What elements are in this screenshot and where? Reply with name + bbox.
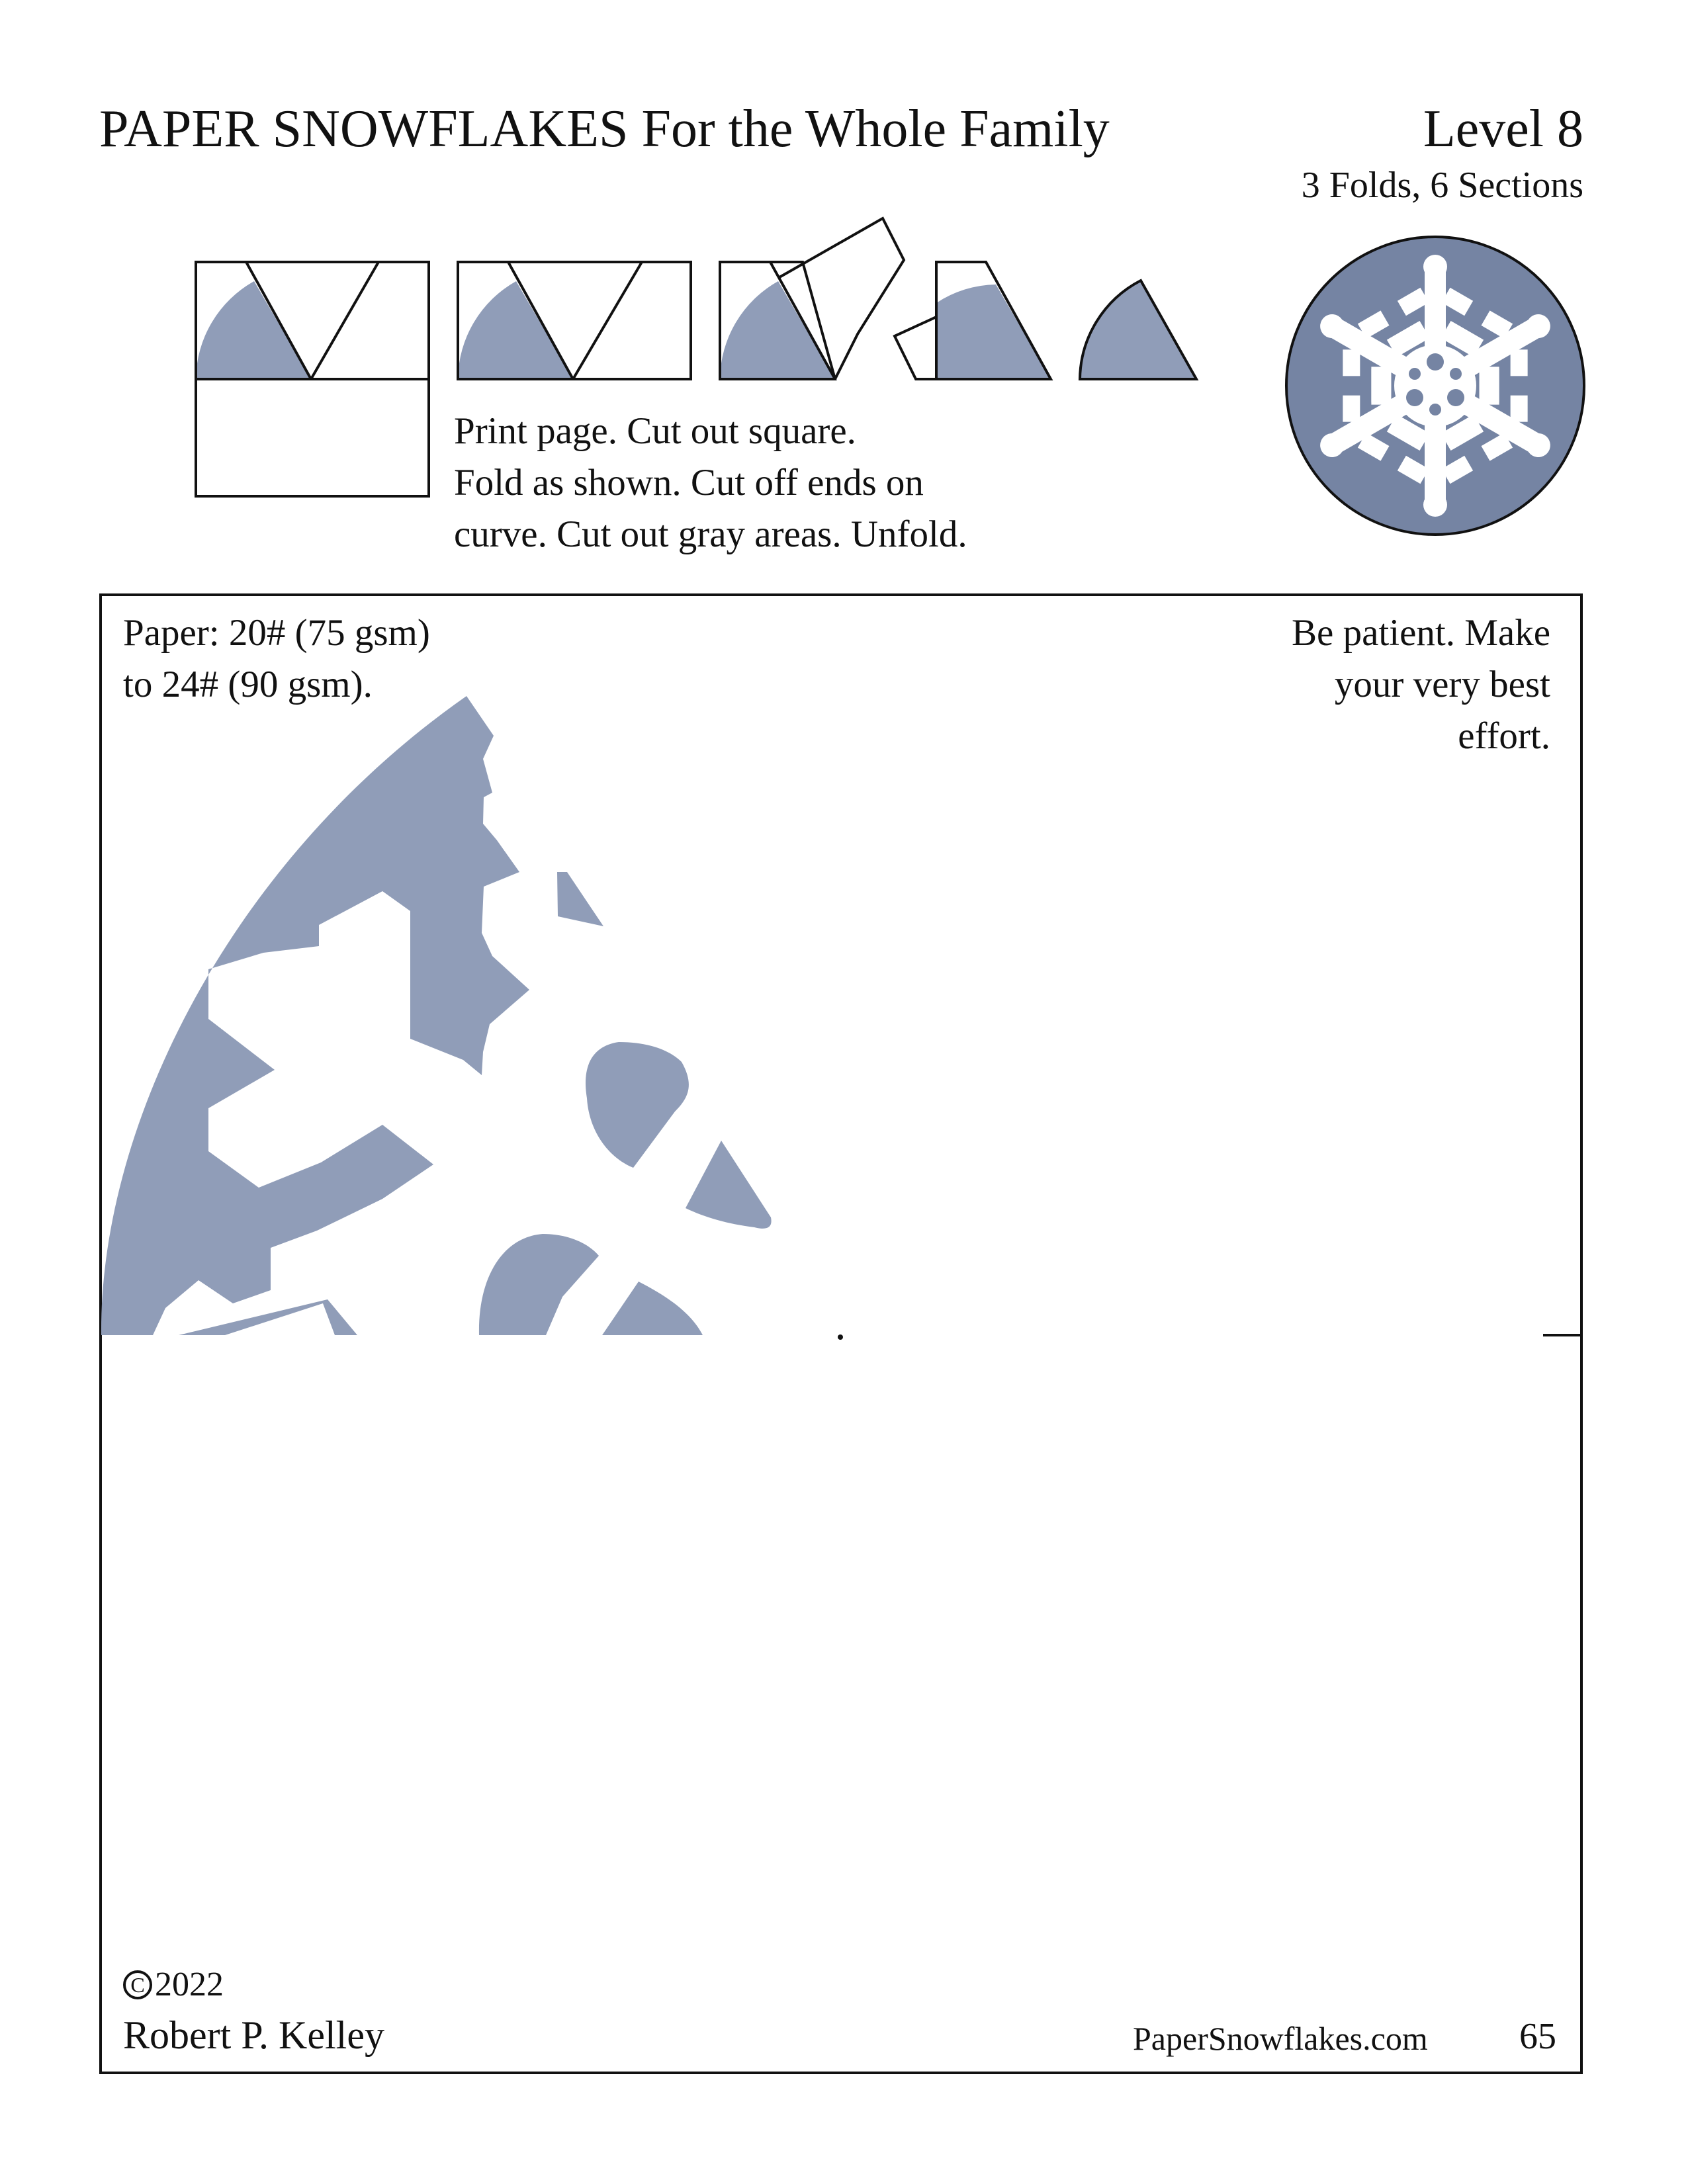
paper-note-line: to 24# (90 gsm). <box>123 664 373 705</box>
copyright <box>123 1965 224 2004</box>
patience-note <box>1292 607 1550 762</box>
paper-note-line: Paper: 20# (75 gsm) <box>123 612 430 654</box>
instruction-line: curve. Cut out gray areas. Unfold. <box>454 513 967 555</box>
author-name: Robert P. Kelley <box>123 2013 384 2057</box>
instruction-line: Print page. Cut out square. <box>454 410 856 452</box>
page-number: 65 <box>1519 2016 1556 2057</box>
copyright-icon: C <box>123 1970 152 1999</box>
patience-note-line: your very best <box>1334 664 1550 705</box>
patience-note-line: effort. <box>1458 715 1550 757</box>
copyright-year: 2022 <box>155 1966 224 2003</box>
paper-note <box>123 607 430 711</box>
folds-sections-label: 3 Folds, 6 Sections <box>1301 165 1583 206</box>
patience-note-line: Be patient. Make <box>1292 612 1550 654</box>
instruction-line: Fold as shown. Cut off ends on <box>454 462 924 503</box>
website-link[interactable]: PaperSnowflakes.com <box>1133 2020 1428 2057</box>
page-title: PAPER SNOWFLAKES For the Whole Family <box>99 100 1110 158</box>
level-label: Level 8 <box>1423 100 1583 158</box>
